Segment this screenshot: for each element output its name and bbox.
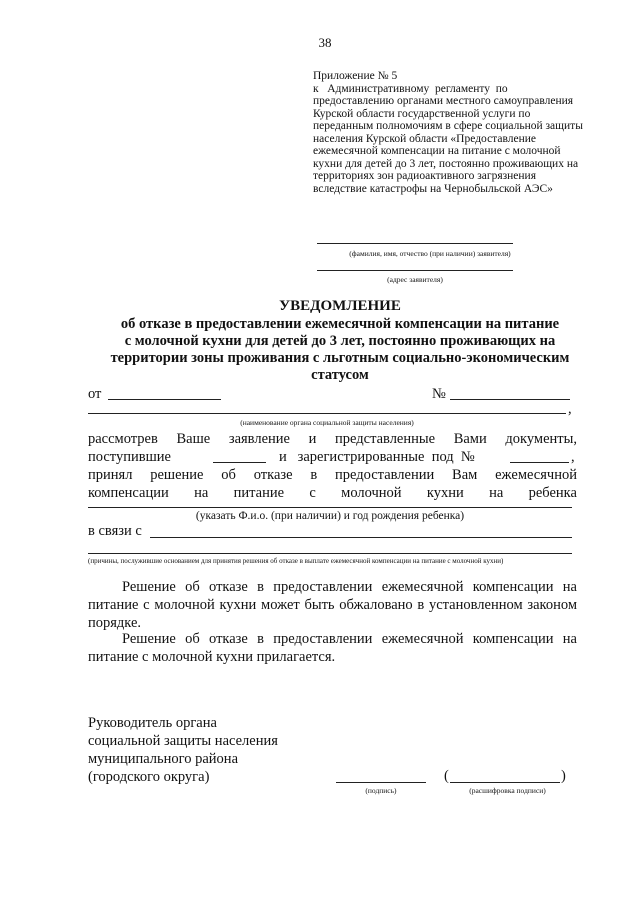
applicant-address-caption: (адрес заявителя) (387, 275, 443, 284)
word: Ваше (176, 431, 211, 447)
body-line-4 (88, 484, 577, 502)
word: с (309, 485, 316, 501)
word: Вам (452, 467, 478, 483)
registered-label: и зарегистрированные под № (279, 449, 475, 465)
reason-field-2[interactable] (88, 553, 572, 554)
decode-close-paren: ) (561, 768, 566, 784)
annex-line: вследствие катастрофы на Чернобыльской АЭС» (313, 182, 553, 195)
received-label: поступившие (88, 449, 171, 465)
word: и (308, 431, 317, 447)
signatory-line: муниципального района (88, 751, 238, 767)
body-line-3 (88, 466, 577, 484)
signature-decode-field[interactable] (450, 782, 560, 783)
reason-caption: (причины, послужившие основанием для принятия решения об отказе в выплате ежемесячной компенсации на питание с молочной кухни) (88, 557, 504, 565)
word: ежемесячной (495, 467, 577, 483)
date-field[interactable] (108, 399, 221, 400)
word: питание (233, 485, 285, 501)
word: решение (150, 467, 204, 483)
annex-line: кухни для детей до 3 лет, постоянно проживающих на (313, 157, 579, 170)
annex-line: к Административному регламенту по (313, 82, 508, 95)
organ-caption: (наименование органа социальной защиты населения) (240, 418, 414, 427)
word: предоставлении (335, 467, 435, 483)
annex-line: территориях зон радиоактивного загрязнения (313, 170, 537, 182)
decode-caption: (расшифровка подписи) (469, 786, 546, 795)
paragraph-appeal: Решение об отказе в предоставлении ежемесячной компенсации на питание с молочной кухни может быть обжаловано в установленном законом порядке. (88, 579, 577, 631)
number-field[interactable] (450, 399, 570, 400)
title-heading: УВЕДОМЛЕНИЕ (279, 298, 401, 314)
from-label: от (88, 386, 102, 402)
signature-caption: (подпись) (365, 786, 397, 795)
body-line-1 (88, 430, 577, 448)
title-line: об отказе в предоставлении ежемесячной компенсации на питание (120, 316, 560, 332)
organ-name-field[interactable] (88, 413, 566, 414)
word: заявление (228, 431, 290, 447)
annex-line: ежемесячной компенсации на питание с молочной (313, 145, 561, 157)
word: кухни (426, 485, 464, 501)
reason-field[interactable] (150, 537, 572, 538)
organ-comma: , (568, 401, 572, 417)
title-line: с молочной кухни для детей до 3 лет, постоянно проживающих на (124, 333, 556, 349)
word: молочной (341, 485, 402, 501)
document-title (70, 298, 610, 384)
word: компенсации (88, 485, 169, 501)
applicant-name-caption: (фамилия, имя, отчество (при наличии) заявителя) (349, 249, 511, 258)
applicant-address-line[interactable] (317, 270, 513, 271)
word: рассмотрев (88, 431, 158, 447)
signatory-line: Руководитель органа (88, 715, 217, 731)
child-caption: (указать Ф.и.о. (при наличии) и год рождения ребенка) (195, 510, 465, 522)
word: документы, (505, 431, 577, 447)
word: принял (88, 467, 133, 483)
word: Вами (453, 431, 487, 447)
child-info-field[interactable] (88, 507, 572, 508)
annex-block (313, 70, 598, 195)
received-date-field[interactable] (213, 462, 266, 463)
annex-line: Приложение № 5 (313, 70, 398, 82)
registration-number-field[interactable] (510, 462, 569, 463)
reason-label: в связи с (88, 523, 142, 539)
decode-open-paren: ( (444, 768, 449, 784)
title-line: территории зоны проживания с льготным социально-экономическим (110, 350, 570, 366)
applicant-name-line[interactable] (317, 243, 513, 244)
page-number: 38 (318, 35, 332, 50)
word: на (489, 485, 504, 501)
signatory-block (88, 714, 328, 786)
annex-line: Курской области государственной услуги по (313, 107, 531, 120)
title-line: статусом (311, 367, 369, 383)
annex-line: населения Курской области «Предоставление (313, 132, 536, 145)
signature-field[interactable] (336, 782, 426, 783)
annex-line: переданным полномочиям в сфере социальной защиты (313, 120, 583, 132)
signatory-line: (городского округа) (88, 769, 210, 785)
word: отказе (253, 467, 293, 483)
annex-line: предоставлению органами местного самоуправления (313, 95, 574, 107)
paragraph-attached: Решение об отказе в предоставлении ежемесячной компенсации на питание с молочной кухни прилагается. (88, 631, 577, 665)
word: об (221, 467, 236, 483)
signatory-line: социальной защиты населения (88, 733, 278, 749)
word: ребенка (528, 485, 577, 501)
word: в (310, 467, 318, 483)
word: представленные (335, 431, 436, 447)
registered-comma: , (571, 449, 575, 465)
word: на (194, 485, 209, 501)
number-label: № (432, 386, 446, 402)
